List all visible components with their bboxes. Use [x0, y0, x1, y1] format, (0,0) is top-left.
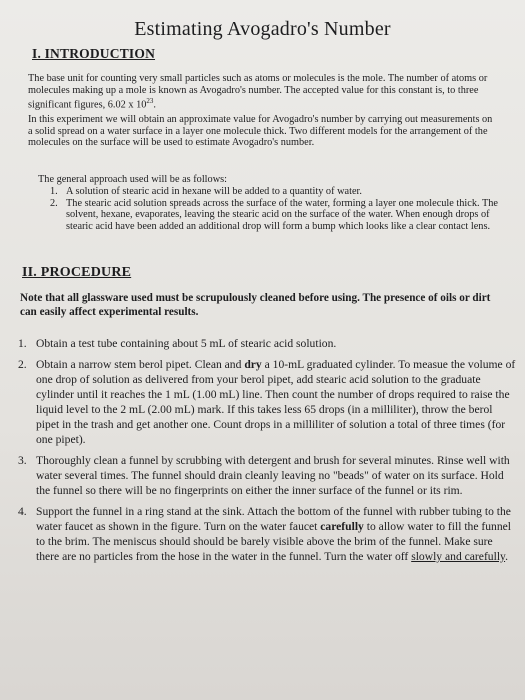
intro-paragraph-1: [28, 73, 498, 111]
step-emphasis: dry: [244, 358, 262, 371]
intro-paragraph-1-end: .: [153, 99, 156, 111]
document-title: Estimating Avogadro's Number: [134, 18, 391, 40]
list-item: [50, 186, 505, 198]
list-item-text: A solution of stearic acid in hexane will be added to a quantity of water.: [66, 186, 362, 197]
step-text-part: to allow water to fill the funnel to the brim. The meniscus should should be barely visible above the brim of the funnel. Make sure there are no particles from the hose in the water in the funnel. Turn the water off: [36, 520, 511, 563]
step-text: Obtain a test tube containing about 5 mL of stearic acid solution.: [36, 337, 337, 350]
step-text: Thoroughly clean a funnel by scrubbing with detergent and brush for several minutes. Rinse well with water several times. The funnel should drain cleanly leaving no "beads" of water on its surface. Hold the funnel so there will be no fingerprints on either the inner surface of the funnel or its rim.: [36, 454, 510, 497]
list-item-number: 2.: [50, 197, 58, 209]
procedure-step: [18, 453, 518, 498]
step-text: [36, 357, 518, 447]
intro-paragraph-3: The general approach used will be as follows:: [38, 174, 227, 185]
procedure-step: [18, 336, 518, 351]
exponent: 23: [146, 97, 154, 106]
step-number: 4.: [18, 505, 27, 518]
step-number: 2.: [18, 358, 27, 371]
list-item-number: 1.: [50, 186, 58, 197]
approach-list: [50, 186, 505, 232]
procedure-step: [18, 357, 518, 447]
step-text-part: Support the funnel in a ring stand at the sink. Attach the bottom of the funnel with rubber tubing to the water faucet as shown in the figure. Turn on the water faucet: [36, 505, 511, 533]
step-underlined-text: slowly and carefully: [411, 550, 506, 563]
step-number: 3.: [18, 454, 27, 467]
section-heading-procedure: II. PROCEDURE: [22, 265, 132, 280]
step-text-part: a 10-mL graduated cylinder. To measue the volume of one drop of solution as delivered from your berol pipet, add stearic acid solution to the graduate cylinder until it reaches the 1 mL (1.00 mL) line. Then count the number of drops required to raise the liquid level to the 2 mL (2.00 mL) mark. If this takes less 65 drops (in a milliliter), throw the berol pipet in the trash and get another one. Count drops in a milliliter of solution a total of three times (for one pipet).: [36, 358, 516, 446]
procedure-note: Note that all glassware used must be scrupulously cleaned before using. The presence of oils or dirt can easily affect experimental results.: [20, 292, 491, 318]
step-emphasis: carefully: [320, 520, 364, 533]
list-item-text: The stearic acid solution spreads across the surface of the water, forming a layer one molecule thick. The solvent, hexane, evaporates, leaving the stearic acid on the surface of the water. When enough drops of stearic acid have been added an additional drop will form a bump which looks like a clear contact lens.: [66, 197, 498, 232]
list-item: [50, 198, 505, 233]
step-text-part: .: [505, 550, 508, 563]
intro-paragraph-2: In this experiment we will obtain an approximate value for Avogadro's number by carrying out measurements on a solid spread on a water surface in a layer one molecule thick. Two different models for the arrangement of the molecules on the surface will be used to estimate Avogadro's number.: [28, 114, 493, 149]
step-number: 1.: [18, 337, 27, 350]
procedure-step: [18, 504, 518, 564]
section-heading-introduction: I. INTRODUCTION: [32, 46, 156, 61]
intro-paragraph-1-text: The base unit for counting very small particles such as atoms or molecules is the mole. The number of atoms or molecules making up a mole is known as Avogadro's number. The accepted value for this constant is, to three significant figures, 6.02 x 10: [28, 73, 488, 111]
step-text: [36, 504, 518, 564]
step-text-part: Obtain a narrow stem berol pipet. Clean and: [36, 358, 245, 371]
procedure-steps: [18, 336, 518, 570]
